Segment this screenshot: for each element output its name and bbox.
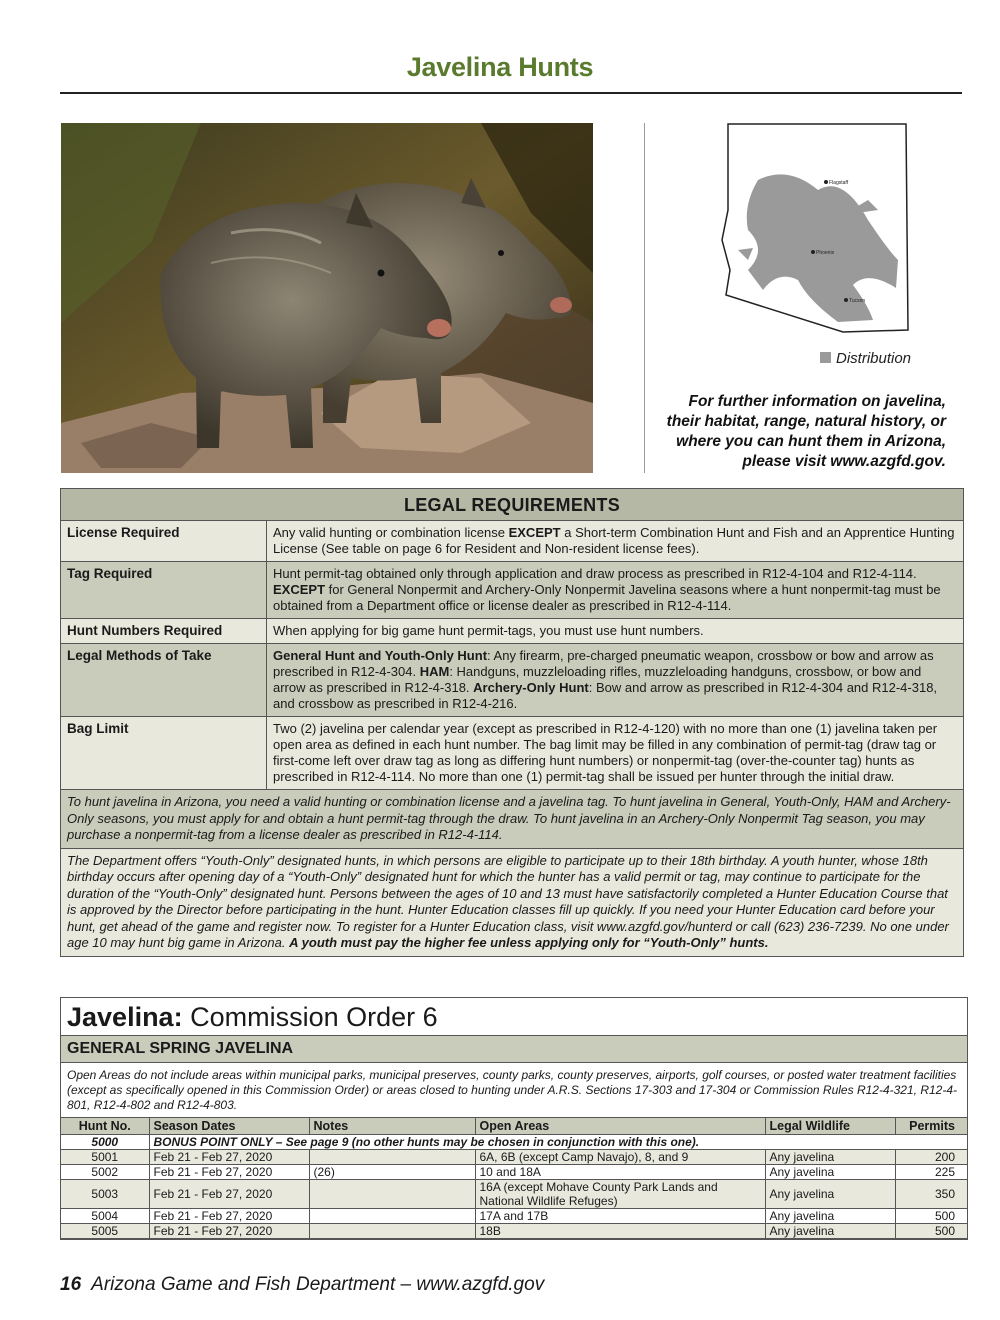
hunt-table xyxy=(61,1118,967,1239)
legal-wildlife: Any javelina xyxy=(765,1209,895,1224)
legal-text-part: EXCEPT xyxy=(273,582,326,597)
commission-order-title xyxy=(61,998,967,1036)
commission-order-table xyxy=(60,997,968,1240)
table-row xyxy=(61,1150,967,1165)
commission-title-rest: Commission Order 6 xyxy=(182,1002,438,1032)
hunt-number: 5000 xyxy=(61,1135,149,1150)
hunt-number: 5004 xyxy=(61,1209,149,1224)
legal-text-part: : Bow and arrow as prescribed in R12-4-304 and R12-4-318, and crossbow as prescribed in R12-4-216. xyxy=(273,680,938,711)
map-legend xyxy=(820,350,911,367)
legend-swatch xyxy=(820,352,831,363)
legal-row-label: Bag Limit xyxy=(61,717,267,789)
license-tag-note: To hunt javelina in Arizona, you need a valid hunting or combination license and a javelina tag. To hunt javelina in General, Youth-Only, HAM and Archery-Only seasons, you must apply for and obtain a hunt permit-tag through the draw. To hunt javelina in an Archery-Only Nonpermit Tag season, you may purchase a nonpermit-tag from a license dealer as prescribed in R12-4-114. xyxy=(61,790,963,849)
legal-row-label: Tag Required xyxy=(61,562,267,618)
hunt-notes xyxy=(309,1150,475,1165)
legal-text-part: a Short-term Combination Hunt and Fish and an Apprentice Hunting License (See table on page 6 for Resident and Non-resident license fees). xyxy=(273,525,955,556)
bonus-text: BONUS POINT ONLY – See page 9 (no other hunts may be chosen in conjunction with this one). xyxy=(149,1135,967,1150)
youth-fee-note: A youth must pay the higher fee unless applying only for “Youth-Only” hunts. xyxy=(289,935,769,950)
hunt-number: 5003 xyxy=(61,1180,149,1209)
map-town-label: Flagstaff xyxy=(829,180,849,186)
legal-text-part: EXCEPT xyxy=(508,525,561,540)
permits: 500 xyxy=(895,1224,967,1239)
season-dates: Feb 21 - Feb 27, 2020 xyxy=(149,1224,309,1239)
legal-row-value xyxy=(267,521,963,561)
permits: 200 xyxy=(895,1150,967,1165)
hunt-notes xyxy=(309,1224,475,1239)
legal-row-value xyxy=(267,644,963,716)
info-text: For further information on javelina, their habitat, range, natural history, or where you can hunt them in Arizona, please visit www.azgfd.gov. xyxy=(666,393,946,470)
title-divider xyxy=(60,92,962,94)
legal-text-part: When applying for big game hunt permit-tags, you must use hunt numbers. xyxy=(273,623,704,638)
table-row xyxy=(61,1209,967,1224)
javelina-photo xyxy=(61,123,593,473)
legal-wildlife: Any javelina xyxy=(765,1165,895,1180)
map-town-label: Phoenix xyxy=(816,250,835,256)
open-areas: 16A (except Mohave County Park Lands and National Wildlife Refuges) xyxy=(475,1180,765,1209)
legal-text-part: Archery-Only Hunt xyxy=(473,680,589,695)
legal-requirements-table xyxy=(60,488,964,957)
footer-text: Arizona Game and Fish Department – www.azgfd.gov xyxy=(91,1274,545,1295)
legal-wildlife: Any javelina xyxy=(765,1150,895,1165)
table-row xyxy=(61,1180,967,1209)
hunt-notes: (26) xyxy=(309,1165,475,1180)
permits: 225 xyxy=(895,1165,967,1180)
legal-text-part: : Any firearm, pre-charged pneumatic weapon, crossbow or bow and arrow as prescribed in R12-4-304. xyxy=(273,648,934,679)
hunt-number: 5001 xyxy=(61,1150,149,1165)
legal-row-label: Legal Methods of Take xyxy=(61,644,267,716)
permits: 500 xyxy=(895,1209,967,1224)
legal-text-part: Hunt permit-tag obtained only through application and draw process as prescribed in R12-4-104 and R12-4-114. xyxy=(273,566,917,581)
season-dates: Feb 21 - Feb 27, 2020 xyxy=(149,1180,309,1209)
hunt-number: 5005 xyxy=(61,1224,149,1239)
legal-row-label: License Required xyxy=(61,521,267,561)
hunt-number: 5002 xyxy=(61,1165,149,1180)
open-areas: 10 and 18A xyxy=(475,1165,765,1180)
legal-row xyxy=(61,619,963,644)
commission-title-species: Javelina: xyxy=(67,1002,183,1032)
legal-row xyxy=(61,562,963,619)
legal-row xyxy=(61,644,963,717)
legal-row-label: Hunt Numbers Required xyxy=(61,619,267,643)
legal-row-value xyxy=(267,562,963,618)
legal-wildlife: Any javelina xyxy=(765,1180,895,1209)
column-header: Notes xyxy=(309,1118,475,1135)
legal-row xyxy=(61,521,963,562)
season-dates: Feb 21 - Feb 27, 2020 xyxy=(149,1165,309,1180)
table-row xyxy=(61,1165,967,1180)
column-header: Open Areas xyxy=(475,1118,765,1135)
column-header: Legal Wildlife xyxy=(765,1118,895,1135)
legal-text-part: Any valid hunting or combination license xyxy=(273,525,509,540)
hunt-notes xyxy=(309,1209,475,1224)
legal-row xyxy=(61,717,963,790)
legal-wildlife: Any javelina xyxy=(765,1224,895,1239)
legend-label: Distribution xyxy=(836,350,912,367)
legal-heading: LEGAL REQUIREMENTS xyxy=(61,489,963,521)
open-areas-note: Open Areas do not include areas within municipal parks, municipal preserves, county parks, county preserves, airports, golf courses, or posted water treatment facilities (except as specifically opened in this Commission Order) or areas closed to hunting under A.R.S. Sections 17-303 and 17-304 or Commission Rules R12-4-321, R12-4-801, R12-4-802 and R12-4-803. xyxy=(61,1063,967,1118)
table-row xyxy=(61,1224,967,1239)
open-areas: 6A, 6B (except Camp Navajo), 8, and 9 xyxy=(475,1150,765,1165)
column-header: Season Dates xyxy=(149,1118,309,1135)
legal-text-part: General Hunt and Youth-Only Hunt xyxy=(273,648,488,663)
hunt-subheading: GENERAL SPRING JAVELINA xyxy=(61,1036,967,1063)
vertical-divider xyxy=(644,123,645,473)
season-dates: Feb 21 - Feb 27, 2020 xyxy=(149,1150,309,1165)
legal-text-part: Two (2) javelina per calendar year (except as prescribed in R12-4-120) with no more than one (1) javelina taken per open area as defined in each hunt number. The bag limit may be filled in any combination of permit-tag (draw tag or first-come left over draw tag as long as differing hunt numbers) or nonpermit-tag (over-the-counter tag) hunts as prescribed in R12-4-114. No more than one (1) permit-tag shall be issued per hunter through the initial draw. xyxy=(273,721,938,784)
hunt-notes xyxy=(309,1180,475,1209)
page-title: Javelina Hunts xyxy=(406,52,594,82)
arizona-distribution-map xyxy=(718,120,913,342)
column-header: Permits xyxy=(895,1118,967,1135)
legal-text-part: for General Nonpermit and Archery-Only Nonpermit Javelina seasons where a hunt nonpermit-tag must be obtained from a Department office or license dealer as prescribed in R12-4-114. xyxy=(273,582,941,613)
legal-text-part: HAM xyxy=(419,664,450,679)
page-footer xyxy=(60,1274,544,1296)
youth-hunt-note xyxy=(61,849,963,956)
open-areas: 17A and 17B xyxy=(475,1209,765,1224)
permits: 350 xyxy=(895,1180,967,1209)
legal-row-value xyxy=(267,619,963,643)
youth-note-text: The Department offers “Youth-Only” designated hunts, in which persons are eligible to participate up to their 18th birthday. A youth hunter, whose 18th birthday occurs after opening day of a “Youth-Only” designated hunt for which the hunter has a valid permit or tag, may continue to participate for the duration of the “Youth-Only” designated hunt. Persons between the ages of 10 and 13 must have satisfactorily completed a Hunter Education Course that is approved by the Director before participating in the hunt. Hunter Education classes fill up quickly. If you need your Hunter Education card before your hunt, get ahead of the game and register now. To register for a Hunter Education class, visit www.azgfd.gov/hunterd or call (623) 236-7239. No one under age 10 may hunt big game in Arizona. xyxy=(67,852,949,950)
map-town-label: Tucson xyxy=(849,298,866,304)
season-dates: Feb 21 - Feb 27, 2020 xyxy=(149,1209,309,1224)
open-areas: 18B xyxy=(475,1224,765,1239)
bonus-row xyxy=(61,1135,967,1150)
column-header: Hunt No. xyxy=(61,1118,149,1135)
legal-row-value xyxy=(267,717,963,789)
page-number: 16 xyxy=(60,1274,82,1295)
legal-text-part: : Handguns, muzzleloading rifles, muzzleloading handguns, crossbow, or bow and arrow as prescribed in R12-4-318. xyxy=(273,664,922,695)
